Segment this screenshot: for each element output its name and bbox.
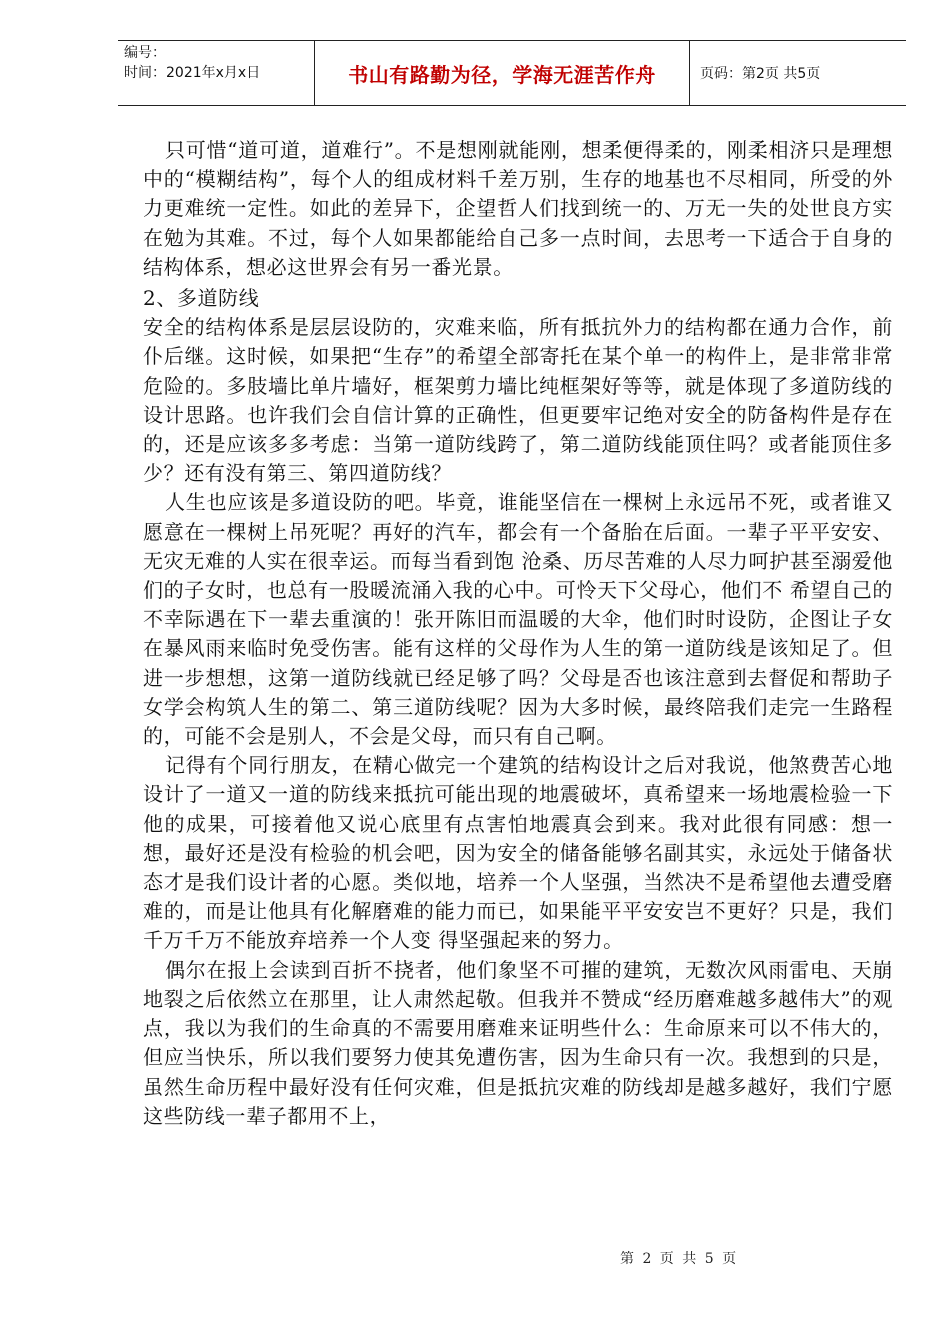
header-meta	[118, 41, 314, 105]
section-heading: 2、多道防线	[143, 286, 260, 311]
body-paragraph-3: 人生也应该是多道设防的吧。毕竟，谁能坚信在一棵树上永远吊不死，或者谁又愿意在一棵树上吊死呢？再好的汽车，都会有一个备胎在后面。一辈子平平安安、无灾无难的人实在很幸运。而每当看到饱 沧桑、历尽苦难的人尽力呵护甚至溺爱他们的子女时，也总有一股暖流涌入我的心中。可怜天下父母心，他们不 希望自己的不幸际遇在下一辈去重演的！张开陈旧而温暖的大伞，他们时时设防，企图让子女在暴风雨来临时免受伤害。能有这样的父母作为人生的第一道防线是该知足了。但进一步想想，这第一道防线就已经足够了吗？父母是否也该注意到去督促和帮助子女学会构筑人生的第二、第三道防线呢？因为大多时候，最终陪我们走完一生路程的，可能不会是别人，不会是父母，而只有自己啊。	[143, 490, 893, 749]
document-header	[118, 40, 906, 106]
body-paragraph-4: 记得有个同行朋友，在精心做完一个建筑的结构设计之后对我说，他煞费苦心地设计了一道又一道的防线来抵抗可能出现的地震破坏，真希望来一场地震检验一下他的成果，可接着他又说心底里有点害怕地震真会到来。我对此很有同感：想一想，最好还是没有检验的机会吧，因为安全的储备能够名副其实，永远处于储备状态才是我们设计者的心愿。类似地，培养一个人坚强，当然决不是希望他去遭受磨难的，而是让他具有化解磨难的能力而已，如果能平平安安岂不更好？只是，我们千万千万不能放弃培养一个人变 得坚强起来的努力。	[143, 753, 893, 953]
document-body	[143, 136, 893, 1131]
body-paragraph-2: 安全的结构体系是层层设防的，灾难来临，所有抵抗外力的结构都在通力合作，前仆后继。这时候，如果把“生存”的希望全部寄托在某个单一的构件上，是非常非常危险的。多肢墙比单片墙好，框架剪力墙比纯框架好等等，就是体现了多道防线的设计思路。也许我们会自信计算的正确性，但更要牢记绝对安全的防备构件是存在的，还是应该多多考虑：当第一道防线跨了，第二道防线能顶住吗？或者能顶住多少？还有没有第三、第四道防线？	[143, 315, 893, 486]
page-footer	[620, 1248, 738, 1268]
footer-page-number: 第 2 页 共 5 页	[620, 1251, 739, 1267]
header-motto-text: 书山有路勤为径，学海无涯苦作舟	[348, 62, 656, 87]
header-motto	[314, 41, 690, 105]
header-number-label: 编号：	[124, 45, 166, 61]
body-paragraph-1: 只可惜“道可道，道难行”。不是想刚就能刚，想柔便得柔的，刚柔相济只是理想中的“模糊结构”，每个人的组成材料千差万别，生存的地基也不尽相同，所受的外力更难统一定性。如此的差异下，企望哲人们找到统一的、万无一失的处世良方实在勉为其难。不过，每个人如果都能给自己多一点时间，去思考一下适合于自身的结构体系，想必这世界会有另一番光景。	[143, 138, 893, 279]
body-paragraph-5: 偶尔在报上会读到百折不挠者，他们象坚不可摧的建筑，无数次风雨雷电、天崩地裂之后依然立在那里，让人肃然起敬。但我并不赞成“经历磨难越多越伟大”的观点，我以为我们的生命真的不需要用磨难来证明些什么：生命原来可以不伟大的，但应当快乐，所以我们要努力使其免遭伤害，因为生命只有一次。我想到的只是，虽然生命历程中最好没有任何灾难，但是抵抗灾难的防线却是越多越好，我们宁愿这些防线一辈子都用不上，	[143, 957, 893, 1128]
header-page-info	[690, 41, 906, 105]
header-time-label: 时间：2021年x月x日	[124, 65, 261, 81]
header-page-label: 页码：第2页 共5页	[700, 66, 821, 82]
